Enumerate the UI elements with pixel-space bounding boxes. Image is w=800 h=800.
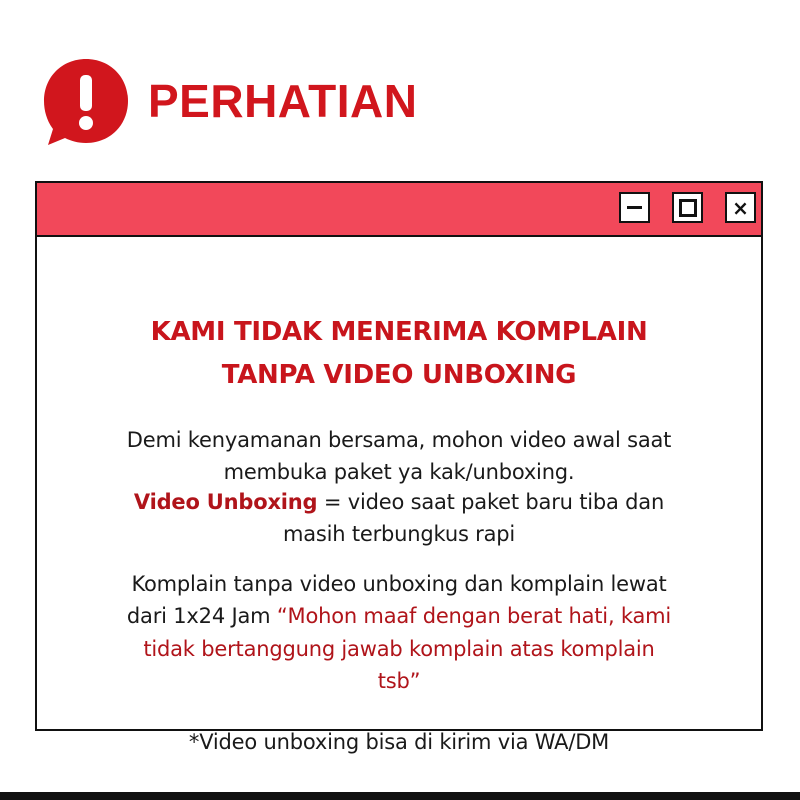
apology-quote-line-2: tidak bertanggung jawab komplain atas komplain	[143, 637, 655, 661]
footnote: *Video unboxing bisa di kirim via WA/DM	[188, 730, 610, 754]
close-icon: ×	[732, 195, 749, 220]
alert-bubble-icon	[38, 53, 134, 149]
definition-line-2: masih terbungkus rapi	[282, 522, 516, 546]
paragraph-2-line-1: Komplain tanpa video unboxing dan komplain lewat	[131, 572, 667, 596]
paragraph-2-line-2	[37, 600, 761, 632]
window-titlebar	[37, 183, 761, 237]
definition-text: = video saat paket baru tiba dan	[317, 490, 665, 514]
apology-quote-line-3: tsb”	[377, 669, 421, 693]
maximize-button[interactable]	[672, 192, 703, 223]
header	[38, 55, 417, 147]
definition-line-1	[37, 486, 761, 518]
definition-term: Video Unboxing	[133, 490, 318, 514]
page-title: PERHATIAN	[148, 75, 418, 127]
paragraph-2-prefix: dari 1x24 Jam	[126, 604, 277, 628]
maximize-icon	[679, 199, 697, 217]
paragraph-1-line-2: membuka paket ya kak/unboxing.	[223, 460, 575, 484]
bottom-divider	[0, 792, 800, 800]
close-button[interactable]	[725, 192, 756, 223]
minimize-icon	[627, 206, 642, 209]
apology-quote-start: “Mohon maaf dengan berat hati, kami	[276, 604, 672, 628]
headline-line-2: TANPA VIDEO UNBOXING	[221, 360, 577, 390]
headline-line-1: KAMI TIDAK MENERIMA KOMPLAIN	[150, 317, 648, 347]
notice-window	[35, 181, 763, 754]
paragraph-1-line-1: Demi kenyamanan bersama, mohon video awal saat	[126, 428, 672, 452]
minimize-button[interactable]	[619, 192, 650, 223]
